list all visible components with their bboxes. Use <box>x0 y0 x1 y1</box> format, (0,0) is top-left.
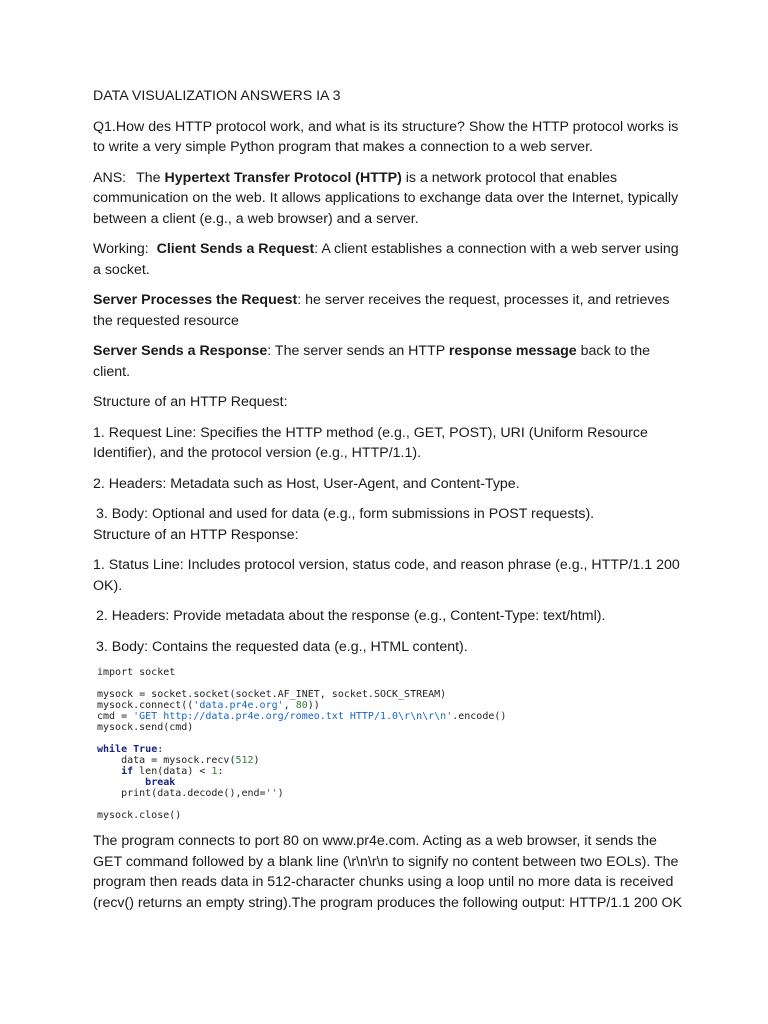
document-title: DATA VISUALIZATION ANSWERS IA 3 <box>93 88 341 104</box>
working-bold: Client Sends a Request <box>156 241 315 257</box>
answer-bold-term: Hypertext Transfer Protocol (HTTP) <box>164 169 402 186</box>
server-sends-rest: back to the client. <box>93 343 651 380</box>
code-keyword: if <box>121 766 134 777</box>
code-keyword: True <box>133 744 158 755</box>
code-string: 'data.pr4e.org' <box>193 700 284 711</box>
server-sends-bold2: response message <box>448 343 577 359</box>
code-line: : <box>217 766 224 777</box>
code-line: mysock.connect(( <box>97 700 194 711</box>
code-line: ) <box>277 788 284 799</box>
server-sends-paragraph <box>93 341 683 382</box>
code-number: 1 <box>211 766 218 777</box>
working-paragraph <box>93 239 683 280</box>
request-item-1: 1. Request Line: Specifies the HTTP method (e.g., GET, POST), URI (Uniform Resource Identifier), and the protocol version (e.g., HTTP/1.1). <box>93 424 648 461</box>
answer-rest: is a network protocol that enables communication on the web. It allows applications to exchange data over the Internet, typically between a client (e.g., a web browser) and a server. <box>93 169 679 227</box>
server-processes-bold: Server Processes the Request <box>93 292 298 308</box>
code-line: print(data.decode(),end= <box>97 788 266 799</box>
code-line: )) <box>307 700 320 711</box>
code-string: 'GET http://data.pr4e.org/romeo.txt HTTP/1.0\r\n\r\n' <box>133 711 453 722</box>
code-line: len(data) < <box>133 766 212 777</box>
response-item-1: 1. Status Line: Includes protocol version, status code, and reason phrase (e.g., HTTP/1.1 200 OK). <box>93 557 680 594</box>
code-line: mysock.send(cmd) <box>97 722 194 733</box>
code-line: cmd = <box>97 711 134 722</box>
answer-pre: The <box>136 169 165 186</box>
code-line: ) <box>253 755 260 766</box>
server-processes-paragraph <box>93 290 683 331</box>
code-line: : <box>157 744 164 755</box>
code-string: '' <box>265 788 278 799</box>
request-structure-heading: Structure of an HTTP Request: <box>93 394 288 410</box>
server-processes-rest: : he server receives the request, processes it, and retrieves the requested resource <box>93 292 670 329</box>
code-line: .encode() <box>452 711 507 722</box>
response-structure-heading: Structure of an HTTP Response: <box>93 526 299 543</box>
working-rest: : A client establishes a connection with a web server using a socket. <box>93 241 679 278</box>
code-line: import socket <box>97 667 176 678</box>
code-line: mysock.close() <box>97 810 182 821</box>
code-keyword: break <box>145 777 176 788</box>
code-number: 512 <box>235 755 254 766</box>
request-item-2: 2. Headers: Metadata such as Host, User-Agent, and Content-Type. <box>93 475 520 492</box>
response-item-3: 3. Body: Contains the requested data (e.g., HTML content). <box>96 638 468 655</box>
code-keyword: while <box>97 744 128 755</box>
code-number: 80 <box>295 700 308 711</box>
answer-intro <box>93 168 683 230</box>
code-line: , <box>283 700 296 711</box>
code-line: data = mysock.recv( <box>97 755 236 766</box>
server-sends-bold: Server Sends a Response <box>93 343 268 359</box>
question-1: Q1.How des HTTP protocol work, and what is its structure? Show the HTTP protocol works is to write a very simple Python program that makes a connection to a web server. <box>93 118 679 155</box>
program-explanation: The program connects to port 80 on www.pr4e.com. Acting as a web browser, it sends the GET command followed by a blank line (\r\n\r\n to signify no content between two EOLs). The program then reads data in 512-character chunks using a loop until no more data is received (recv() returns an empty string).The program produces the following output: HTTP/1.1 200 OK <box>93 833 683 911</box>
code-line: mysock = socket.socket(socket.AF_INET, socket.SOCK_STREAM) <box>97 689 447 700</box>
request-item-3: 3. Body: Optional and used for data (e.g., form submissions in POST requests). <box>96 506 595 522</box>
answer-label: ANS: <box>93 169 127 186</box>
code-snippet <box>97 667 683 821</box>
working-label: Working: <box>93 241 149 257</box>
server-sends-mid: : The server sends an HTTP <box>267 343 449 359</box>
response-item-2: 2. Headers: Provide metadata about the response (e.g., Content-Type: text/html). <box>96 608 606 624</box>
document-page <box>93 86 683 923</box>
